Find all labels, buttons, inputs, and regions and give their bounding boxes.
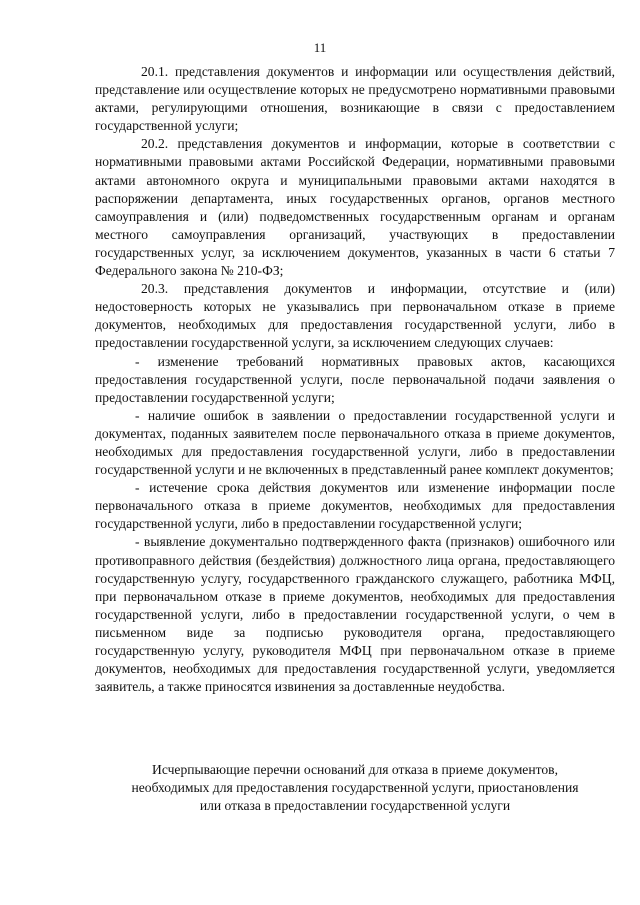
list-item-application-errors: - наличие ошибок в заявлении о предоставлении государственной услуги и документах, поданных заявителем после первоначального отказа в приеме документов, необходимых для предоставления государственной услуги, либо в предоставлении государственной услуги и не включенных в представленный ранее комплект документов;: [95, 407, 615, 478]
paragraph-20-3: 20.3. представления документов и информации, отсутствие и (или) недостоверность которых не указывались при первоначальном отказе в приеме документов, необходимых для предоставления государственной услуги, либо в предоставлении государственной услуги, за исключением следующих случаев:: [95, 281, 615, 351]
list-item-document-expiry: - истечение срока действия документов или изменение информации после первоначального отказа в приеме документов, необходимых для предоставления государственной услуги, либо в предоставлении государственной услуги;: [95, 480, 615, 532]
paragraph-20-2: 20.2. представления документов и информации, которые в соответствии с нормативными правовыми актами Российской Федерации, нормативными правовыми актами автономного округа и муниципальными правовыми актами находятся в распоряжении департамента, иных государственных органов, органов местного самоуправления и (или) подведомственных государственным органам и органам местного самоуправления организаций, участвующих в предоставлении государственных услуг, за исключением документов, указанных в части 6 статьи 7 Федерального закона № 210-ФЗ;: [95, 136, 615, 279]
page-number: 11: [313, 40, 327, 55]
document-body: [95, 63, 615, 696]
section-heading: [95, 761, 615, 815]
paragraph-20-1: 20.1. представления документов и информации или осуществления действий, представление или осуществление которых не предусмотрено нормативными правовыми актами, регулирующими отношения, возникающие в связи с предоставлением государственной услуги;: [95, 64, 615, 134]
list-item-requirements-change: - изменение требований нормативных правовых актов, касающихся предоставления государственной услуги, после первоначальной подачи заявления о предоставлении государственной услуги;: [95, 353, 615, 405]
heading-line: необходимых для предоставления государственной услуги, приостановления: [131, 780, 579, 795]
heading-line: или отказа в предоставлении государственной услуги: [199, 798, 511, 813]
heading-line: Исчерпывающие перечни оснований для отказа в приеме документов,: [152, 762, 558, 777]
list-item-erroneous-action: - выявление документально подтвержденного факта (признаков) ошибочного или противоправного действия (бездействия) должностного лица органа, предоставляющего государственную услугу, государственного гражданского служащего, работника МФЦ, при первоначальном отказе в приеме документов, необходимых для предоставления государственной услуги, либо в предоставлении государственной услуги, о чем в письменном виде за подписью руководителя органа, предоставляющего государственную услугу, руководителя МФЦ при первоначальном отказе в приеме документов, необходимых для предоставления государственной услуги, уведомляется заявитель, а также приносятся извинения за доставленные неудобства.: [95, 534, 615, 695]
